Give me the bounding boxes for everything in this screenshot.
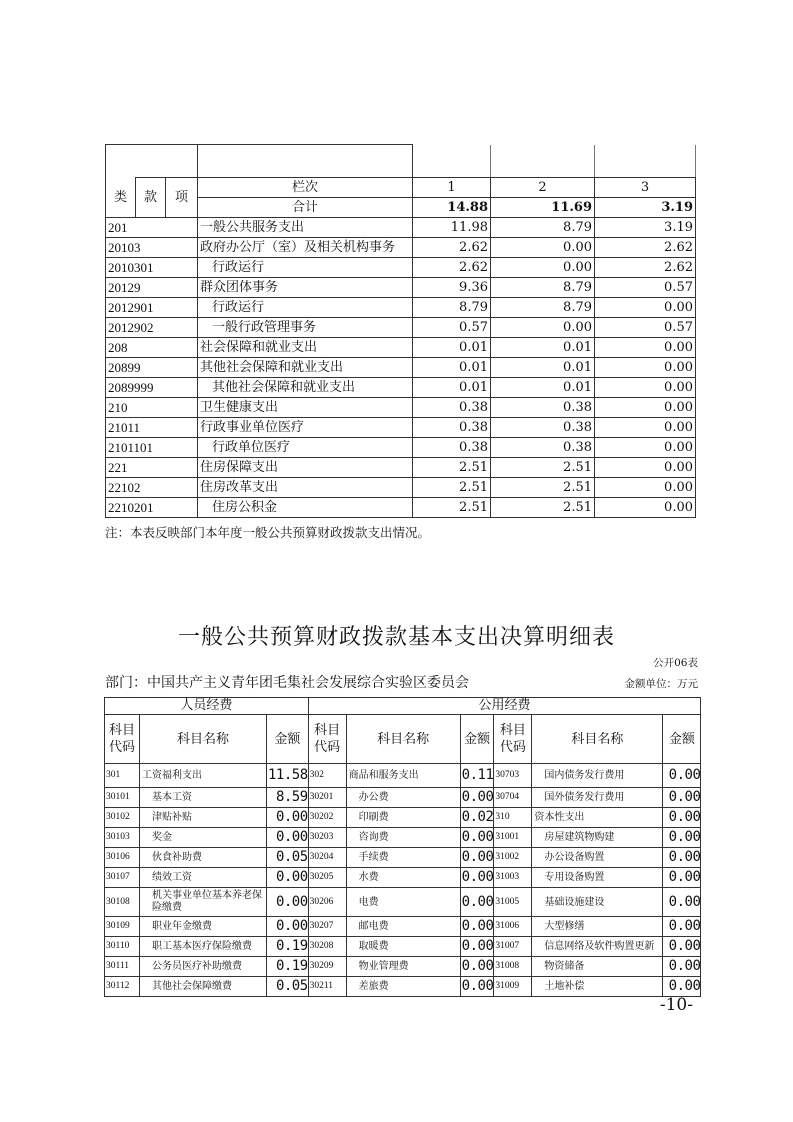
item-name: 基础设施建设 <box>532 888 663 917</box>
page-number: -10- <box>659 995 693 1015</box>
table-row <box>106 238 696 258</box>
table-row <box>106 298 696 318</box>
row-value-col-1: 0.57 <box>413 318 491 338</box>
item-name: 信息网络及软件购置更新 <box>532 937 663 957</box>
item-code: 30207 <box>308 917 346 937</box>
row-code: 22102 <box>106 478 198 498</box>
row-value-col-3: 2.62 <box>595 258 696 278</box>
row-code: 20899 <box>106 358 198 378</box>
item-name: 商品和服务支出 <box>346 764 460 788</box>
row-value-col-2: 8.79 <box>491 298 595 318</box>
row-value-col-2: 0.01 <box>491 378 595 398</box>
item-amount: 0.00 <box>267 828 309 848</box>
item-code: 30102 <box>105 808 140 828</box>
item-code: 31003 <box>494 868 532 888</box>
item-code: 30202 <box>308 808 346 828</box>
item-code: 31007 <box>494 937 532 957</box>
row-name: 住房保障支出 <box>198 458 413 478</box>
header-col-2: 2 <box>491 178 595 198</box>
department-label: 部门：中国共产主义青年团毛集社会发展综合实验区委员会 <box>105 675 469 691</box>
row-name: 群众团体事务 <box>198 278 413 298</box>
item-amount: 0.11 <box>460 764 494 788</box>
item-name: 其他社会保障缴费 <box>140 977 267 997</box>
item-name: 手续费 <box>346 848 460 868</box>
header-xiang: 项 <box>166 178 198 218</box>
item-amount: 0.00 <box>460 977 494 997</box>
row-name: 其他社会保障和就业支出 <box>198 378 413 398</box>
col-header-amount: 金额 <box>267 715 309 764</box>
table-row <box>106 438 696 458</box>
row-code: 2010301 <box>106 258 198 278</box>
row-value-col-2: 8.79 <box>491 218 595 238</box>
row-name: 卫生健康支出 <box>198 398 413 418</box>
item-name: 基本工资 <box>140 788 267 808</box>
header-blank-2 <box>491 145 595 178</box>
item-name: 物业管理费 <box>346 957 460 977</box>
item-code: 30211 <box>308 977 346 997</box>
table-note: 注：本表反映部门本年度一般公共预算财政拨款支出情况。 <box>105 525 431 540</box>
item-code: 31006 <box>494 917 532 937</box>
col-header-amount: 金额 <box>663 715 701 764</box>
table-row <box>106 358 696 378</box>
row-code: 20103 <box>106 238 198 258</box>
row-value-col-2: 0.01 <box>491 338 595 358</box>
item-name: 房屋建筑物购建 <box>532 828 663 848</box>
item-amount: 0.00 <box>460 937 494 957</box>
table-row <box>105 888 701 917</box>
table-row <box>106 498 696 518</box>
row-code: 2012902 <box>106 318 198 338</box>
item-amount: 0.00 <box>663 917 701 937</box>
table-row <box>105 828 701 848</box>
table-row <box>105 848 701 868</box>
row-name: 政府办公厅（室）及相关机构事务 <box>198 238 413 258</box>
item-code: 30107 <box>105 868 140 888</box>
item-code: 31002 <box>494 848 532 868</box>
item-code: 30109 <box>105 917 140 937</box>
col-header-name: 科目名称 <box>140 715 267 764</box>
total-col-1: 14.88 <box>413 198 491 218</box>
item-name: 大型修缮 <box>532 917 663 937</box>
row-value-col-3: 0.00 <box>595 398 696 418</box>
item-amount: 0.00 <box>663 868 701 888</box>
item-code: 30110 <box>105 937 140 957</box>
row-value-col-1: 2.51 <box>413 498 491 518</box>
item-amount: 0.05 <box>267 848 309 868</box>
row-code: 208 <box>106 338 198 358</box>
item-name: 伙食补助费 <box>140 848 267 868</box>
item-amount: 0.00 <box>663 828 701 848</box>
item-name: 专用设备购置 <box>532 868 663 888</box>
row-value-col-1: 2.62 <box>413 258 491 278</box>
item-amount: 0.00 <box>460 848 494 868</box>
item-name: 绩效工资 <box>140 868 267 888</box>
item-amount: 8.59 <box>267 788 309 808</box>
col-header-code: 科目代码 <box>494 715 532 764</box>
row-value-col-1: 2.51 <box>413 478 491 498</box>
header-blank-name <box>198 145 413 178</box>
item-amount: 0.00 <box>460 917 494 937</box>
total-col-2: 11.69 <box>491 198 595 218</box>
row-value-col-3: 0.00 <box>595 358 696 378</box>
section-personnel: 人员经费 <box>105 698 309 715</box>
item-name: 差旅费 <box>346 977 460 997</box>
row-value-col-3: 2.62 <box>595 238 696 258</box>
row-code: 20129 <box>106 278 198 298</box>
item-name: 资本性支出 <box>532 808 663 828</box>
row-value-col-1: 9.36 <box>413 278 491 298</box>
item-code: 30205 <box>308 868 346 888</box>
item-code: 30203 <box>308 828 346 848</box>
item-name: 职工基本医疗保险缴费 <box>140 937 267 957</box>
row-value-col-2: 0.38 <box>491 438 595 458</box>
row-name: 行政事业单位医疗 <box>198 418 413 438</box>
item-amount: 0.05 <box>267 977 309 997</box>
item-code: 31001 <box>494 828 532 848</box>
item-amount: 0.02 <box>460 808 494 828</box>
row-value-col-2: 8.79 <box>491 278 595 298</box>
total-label: 合计 <box>198 198 413 218</box>
item-name: 咨询费 <box>346 828 460 848</box>
row-code: 210 <box>106 398 198 418</box>
item-code: 30106 <box>105 848 140 868</box>
col-header-name: 科目名称 <box>346 715 460 764</box>
row-value-col-3: 0.57 <box>595 318 696 338</box>
row-value-col-1: 2.62 <box>413 238 491 258</box>
item-amount: 0.00 <box>663 788 701 808</box>
item-name: 水费 <box>346 868 460 888</box>
item-amount: 0.00 <box>460 868 494 888</box>
row-value-col-1: 0.38 <box>413 418 491 438</box>
item-code: 30111 <box>105 957 140 977</box>
row-value-col-3: 0.00 <box>595 338 696 358</box>
table-row <box>105 977 701 997</box>
row-value-col-3: 0.00 <box>595 498 696 518</box>
row-value-col-2: 0.00 <box>491 238 595 258</box>
row-value-col-2: 2.51 <box>491 458 595 478</box>
header-col-1: 1 <box>413 178 491 198</box>
row-name: 社会保障和就业支出 <box>198 338 413 358</box>
col-header-code: 科目代码 <box>308 715 346 764</box>
row-value-col-1: 0.01 <box>413 338 491 358</box>
item-code: 31009 <box>494 977 532 997</box>
row-value-col-2: 0.38 <box>491 418 595 438</box>
row-value-col-1: 11.98 <box>413 218 491 238</box>
item-code: 30206 <box>308 888 346 917</box>
row-code: 21011 <box>106 418 198 438</box>
row-value-col-3: 0.00 <box>595 378 696 398</box>
table-row <box>105 937 701 957</box>
row-value-col-3: 0.00 <box>595 298 696 318</box>
header-blank-3 <box>595 145 696 178</box>
item-amount: 0.00 <box>663 764 701 788</box>
item-amount: 0.19 <box>267 937 309 957</box>
row-value-col-1: 2.51 <box>413 458 491 478</box>
row-code: 2012901 <box>106 298 198 318</box>
item-code: 30201 <box>308 788 346 808</box>
row-value-col-3: 0.00 <box>595 478 696 498</box>
row-value-col-1: 0.01 <box>413 358 491 378</box>
item-amount: 0.00 <box>663 808 701 828</box>
table-row <box>106 278 696 298</box>
row-value-col-1: 0.38 <box>413 438 491 458</box>
item-amount: 11.58 <box>267 764 309 788</box>
row-name: 住房改革支出 <box>198 478 413 498</box>
item-code: 301 <box>105 764 140 788</box>
item-name: 国内债务发行费用 <box>532 764 663 788</box>
item-amount: 0.19 <box>267 957 309 977</box>
total-col-3: 3.19 <box>595 198 696 218</box>
table-row <box>105 764 701 788</box>
item-name: 物资储备 <box>532 957 663 977</box>
item-name: 办公费 <box>346 788 460 808</box>
row-code: 201 <box>106 218 198 238</box>
item-name: 取暖费 <box>346 937 460 957</box>
row-code: 2210201 <box>106 498 198 518</box>
item-name: 奖金 <box>140 828 267 848</box>
item-name: 国外债务发行费用 <box>532 788 663 808</box>
table-row <box>105 917 701 937</box>
item-amount: 0.00 <box>267 888 309 917</box>
col-header-amount: 金额 <box>460 715 494 764</box>
item-code: 30112 <box>105 977 140 997</box>
table-row <box>105 957 701 977</box>
header-kuan: 款 <box>136 178 166 218</box>
row-value-col-1: 0.01 <box>413 378 491 398</box>
row-value-col-2: 0.01 <box>491 358 595 378</box>
section-public: 公用经费 <box>308 698 701 715</box>
item-code: 30108 <box>105 888 140 917</box>
row-value-col-3: 0.00 <box>595 458 696 478</box>
item-amount: 0.00 <box>663 848 701 868</box>
table-number: 公开06表 <box>653 657 698 669</box>
item-name: 印刷费 <box>346 808 460 828</box>
row-value-col-3: 3.19 <box>595 218 696 238</box>
item-name: 土地补偿 <box>532 977 663 997</box>
item-name: 工资福利支出 <box>140 764 267 788</box>
page-title: 一般公共预算财政拨款基本支出决算明细表 <box>177 625 615 650</box>
row-name: 行政单位医疗 <box>198 438 413 458</box>
header-blank-left <box>106 145 198 178</box>
row-name: 行政运行 <box>198 258 413 278</box>
item-name: 邮电费 <box>346 917 460 937</box>
table-row <box>106 338 696 358</box>
amount-unit: 金额单位：万元 <box>624 678 698 690</box>
item-amount: 0.00 <box>663 977 701 997</box>
row-value-col-2: 0.00 <box>491 318 595 338</box>
table-row <box>105 808 701 828</box>
item-code: 30209 <box>308 957 346 977</box>
item-code: 30703 <box>494 764 532 788</box>
table-row <box>106 318 696 338</box>
table-row <box>106 418 696 438</box>
header-lei: 类 <box>106 178 136 218</box>
header-blank-1 <box>413 145 491 178</box>
item-name: 津贴补贴 <box>140 808 267 828</box>
item-code: 30103 <box>105 828 140 848</box>
table-row <box>105 788 701 808</box>
row-name: 其他社会保障和就业支出 <box>198 358 413 378</box>
row-value-col-1: 8.79 <box>413 298 491 318</box>
item-name: 职业年金缴费 <box>140 917 267 937</box>
item-code: 30704 <box>494 788 532 808</box>
item-code: 31005 <box>494 888 532 917</box>
basic-expenditure-detail-table <box>104 697 701 997</box>
item-amount: 0.00 <box>460 828 494 848</box>
table-row <box>106 458 696 478</box>
header-col-3: 3 <box>595 178 696 198</box>
item-code: 30101 <box>105 788 140 808</box>
row-code: 2101101 <box>106 438 198 458</box>
row-value-col-2: 0.00 <box>491 258 595 278</box>
row-code: 2089999 <box>106 378 198 398</box>
row-value-col-1: 0.38 <box>413 398 491 418</box>
row-value-col-2: 2.51 <box>491 478 595 498</box>
item-code: 30208 <box>308 937 346 957</box>
item-name: 机关事业单位基本养老保险缴费 <box>140 888 267 917</box>
expenditure-by-function-table <box>105 144 696 518</box>
row-value-col-2: 2.51 <box>491 498 595 518</box>
item-amount: 0.00 <box>267 917 309 937</box>
table-row <box>105 868 701 888</box>
table-row <box>106 398 696 418</box>
item-name: 电费 <box>346 888 460 917</box>
item-amount: 0.00 <box>460 957 494 977</box>
row-name: 行政运行 <box>198 298 413 318</box>
item-name: 公务员医疗补助缴费 <box>140 957 267 977</box>
item-amount: 0.00 <box>663 937 701 957</box>
row-name: 一般行政管理事务 <box>198 318 413 338</box>
row-code: 221 <box>106 458 198 478</box>
item-amount: 0.00 <box>267 808 309 828</box>
table-row <box>106 378 696 398</box>
item-amount: 0.00 <box>267 868 309 888</box>
header-lanci: 栏次 <box>198 178 413 198</box>
row-value-col-3: 0.00 <box>595 438 696 458</box>
item-code: 310 <box>494 808 532 828</box>
item-code: 31008 <box>494 957 532 977</box>
col-header-code: 科目代码 <box>105 715 140 764</box>
row-name: 一般公共服务支出 <box>198 218 413 238</box>
item-amount: 0.00 <box>460 788 494 808</box>
row-value-col-2: 0.38 <box>491 398 595 418</box>
col-header-name: 科目名称 <box>532 715 663 764</box>
item-name: 办公设备购置 <box>532 848 663 868</box>
table-row <box>106 478 696 498</box>
table-row <box>106 258 696 278</box>
table-row <box>106 218 696 238</box>
item-code: 302 <box>308 764 346 788</box>
row-name: 住房公积金 <box>198 498 413 518</box>
row-value-col-3: 0.00 <box>595 418 696 438</box>
item-amount: 0.00 <box>460 888 494 917</box>
item-amount: 0.00 <box>663 888 701 917</box>
item-amount: 0.00 <box>663 957 701 977</box>
row-value-col-3: 0.57 <box>595 278 696 298</box>
item-code: 30204 <box>308 848 346 868</box>
